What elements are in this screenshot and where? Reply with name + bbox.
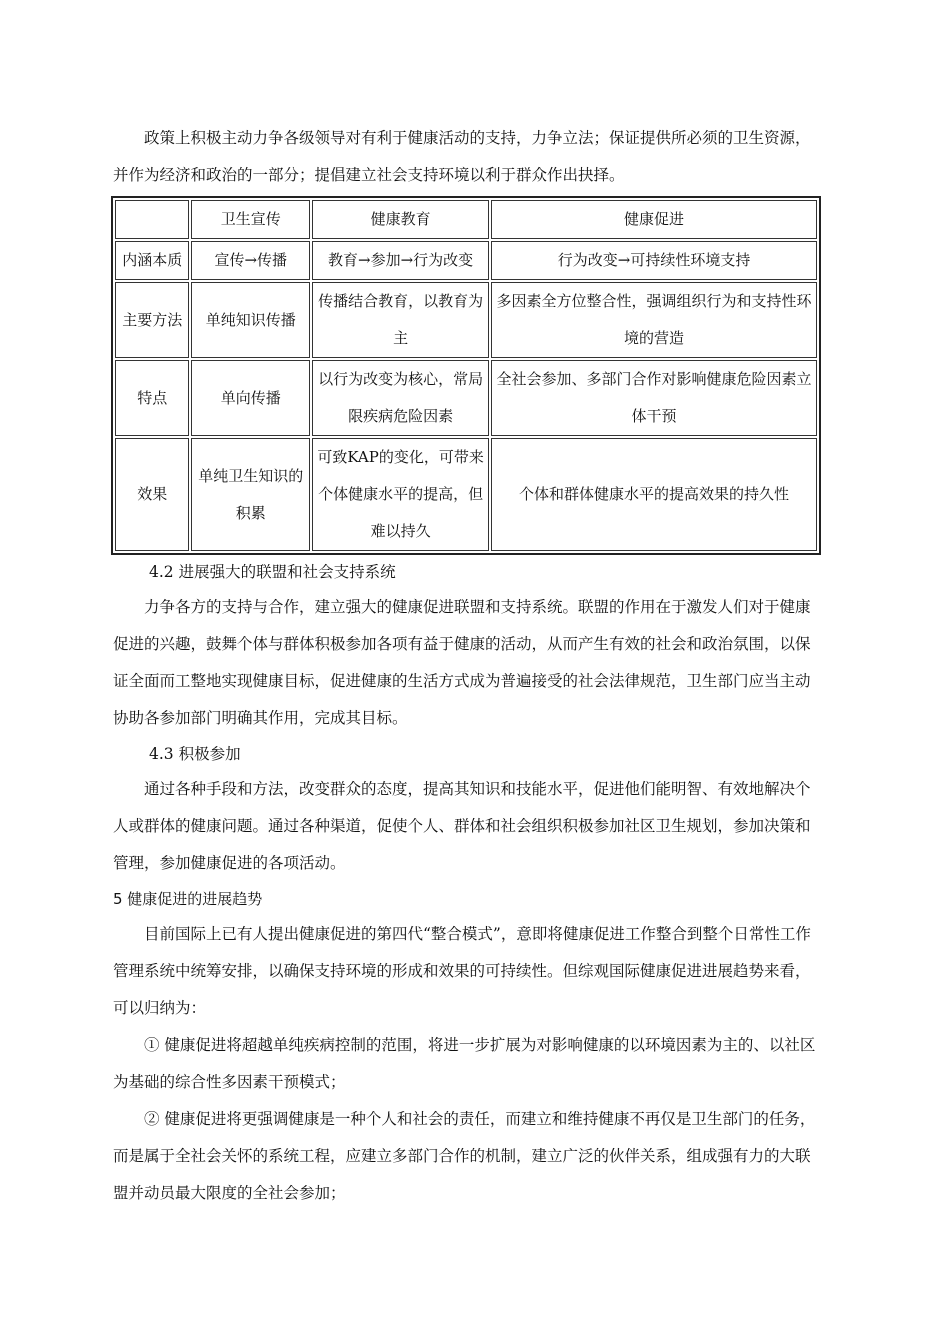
table-header-cell: 卫生宣传: [191, 200, 310, 239]
table-cell: 以行为改变为核心，常局限疾病危险因素: [312, 360, 489, 436]
table-row: [115, 360, 817, 436]
section-4-3-body: 通过各种手段和方法，改变群众的态度，提高其知识和技能水平，促进他们能明智、有效地解决个人或群体的健康问题。通过各种渠道，促使个人、群体和社会组织积极参加社区卫生规划，参加决策和管理，参加健康促进的各项活动。: [113, 780, 811, 872]
table-cell: 全社会参加、多部门合作对影响健康危险因素立体干预: [491, 360, 817, 436]
section-4-2-heading: 4.2 进展强大的联盟和社会支持系统: [149, 563, 396, 581]
document-page: [113, 120, 823, 1212]
section-5-body: 目前国际上已有人提出健康促进的第四代“整合模式”，意即将健康促进工作整合到整个日常性工作管理系统中统筹安排，以确保支持环境的形成和效果的可持续性。但综观国际健康促进进展趋势来看，可以归纳为：: [113, 925, 811, 1017]
table-cell: 单向传播: [191, 360, 310, 436]
table-header-cell: [115, 200, 189, 239]
table-cell: 行为改变→可持续性环境支持: [491, 241, 817, 280]
table-header-cell: 健康教育: [312, 200, 489, 239]
intro-paragraph: 政策上积极主动力争各级领导对有利于健康活动的支持，力争立法；保证提供所必须的卫生资源，并作为经济和政治的一部分；提倡建立社会支持环境以利于群众作出抉择。: [113, 129, 811, 184]
table-header-row: [115, 200, 817, 239]
section-4-3-heading: 4.3 积极参加: [149, 745, 241, 763]
table-cell: 宣传→传播: [191, 241, 310, 280]
table-cell: 单纯卫生知识的积累: [191, 438, 310, 551]
table-cell: 可致KAP的变化，可带来个体健康水平的提高，但难以持久: [312, 438, 489, 551]
table-cell: 内涵本质: [115, 241, 189, 280]
table-row: [115, 438, 817, 551]
table-cell: 多因素全方位整合性，强调组织行为和支持性环境的营造: [491, 282, 817, 358]
section-4-2-body: 力争各方的支持与合作，建立强大的健康促进联盟和支持系统。联盟的作用在于激发人们对于健康促进的兴趣，鼓舞个体与群体积极参加各项有益于健康的活动，从而产生有效的社会和政治氛围，以保证全面而工整地实现健康目标，促进健康的生活方式成为普遍接受的社会法律规范，卫生部门应当主动协助各参加部门明确其作用，完成其目标。: [113, 598, 811, 727]
table-row: [115, 282, 817, 358]
table-cell: 传播结合教育，以教育为主: [312, 282, 489, 358]
section-5-item-2: ② 健康促进将更强调健康是一种个人和社会的责任，而建立和维持健康不再仅是卫生部门的任务，而是属于全社会关怀的系统工程，应建立多部门合作的机制，建立广泛的伙伴关系，组成强有力的大联盟并动员最大限度的全社会参加；: [113, 1110, 816, 1202]
table-cell: 教育→参加→行为改变: [312, 241, 489, 280]
table-cell: 主要方法: [115, 282, 189, 358]
table-cell: 特点: [115, 360, 189, 436]
table-cell: 个体和群体健康水平的提高效果的持久性: [491, 438, 817, 551]
section-5-heading: 5 健康促进的进展趋势: [113, 890, 263, 908]
section-5-item-1: ① 健康促进将超越单纯疾病控制的范围，将进一步扩展为对影响健康的以环境因素为主的、以社区为基础的综合性多因素干预模式；: [113, 1036, 816, 1091]
table-cell: 单纯知识传播: [191, 282, 310, 358]
comparison-table: [111, 196, 821, 555]
table-cell: 效果: [115, 438, 189, 551]
table-header-cell: 健康促进: [491, 200, 817, 239]
table-row: [115, 241, 817, 280]
